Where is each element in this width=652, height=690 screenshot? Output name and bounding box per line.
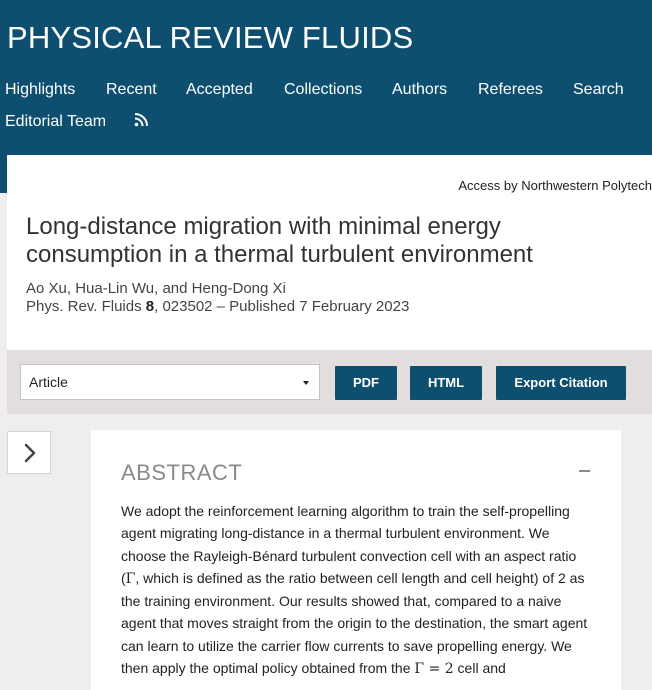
- abstract-text-part-2: , which is defined as the ratio between cell length and cell height) of 2 as the training environment. Our results showed that, compared to a naive agent that moves straight from the origin to the destination, the smart agent can learn to utilize the carrier flow currents to save propelling energy. We then apply the optimal policy obtained from the: [121, 569, 588, 677]
- collapse-icon[interactable]: [579, 470, 590, 472]
- article-header-card: [7, 155, 652, 350]
- abstract-section: [91, 430, 621, 690]
- citation-journal: Phys. Rev. Fluids: [26, 298, 142, 315]
- nav-recent[interactable]: Recent: [106, 81, 157, 98]
- nav-accepted[interactable]: Accepted: [186, 81, 253, 98]
- sidebar-toggle-button[interactable]: [7, 431, 51, 474]
- article-toolbar: [7, 350, 652, 414]
- chevron-right-icon: [8, 432, 52, 475]
- gamma-equation: Γ = 2: [414, 661, 454, 678]
- nav-authors[interactable]: Authors: [392, 81, 448, 98]
- abstract-text: [121, 500, 595, 680]
- access-notice: Access by Northwestern Polytech: [458, 178, 652, 193]
- export-citation-button[interactable]: Export Citation: [496, 366, 626, 400]
- section-select[interactable]: [20, 364, 320, 400]
- citation-pages-published: , 023502 – Published 7 February 2023: [154, 298, 410, 315]
- nav-editorial-team[interactable]: Editorial Team: [5, 113, 107, 130]
- abstract-text-part-3: cell and: [453, 660, 506, 677]
- html-button[interactable]: HTML: [410, 366, 482, 400]
- nav-highlights[interactable]: Highlights: [5, 81, 76, 98]
- nav-search[interactable]: Search: [573, 81, 624, 98]
- article-authors[interactable]: Ao Xu, Hua-Lin Wu, and Heng-Dong Xi: [26, 280, 286, 297]
- journal-title[interactable]: PHYSICAL REVIEW FLUIDS: [7, 20, 414, 55]
- section-select-value: Article: [29, 374, 68, 390]
- article-title: Long-distance migration with minimal energy consumption in a thermal turbulent environment: [26, 213, 533, 268]
- chevron-down-icon: [303, 381, 309, 385]
- abstract-heading: ABSTRACT: [121, 460, 243, 485]
- gamma-symbol: Γ: [125, 570, 136, 587]
- nav-referees[interactable]: Referees: [478, 81, 543, 98]
- article-citation: [26, 298, 409, 315]
- citation-volume: 8: [145, 298, 155, 315]
- abstract-text-part-1: We adopt the reinforcement learning algorithm to train the self-propelling agent migrating long-distance in a thermal turbulent environment. We choose the Rayleigh-Bénard turbulent convection cell with an aspect ratio (: [121, 503, 577, 586]
- pdf-button[interactable]: PDF: [335, 366, 397, 400]
- nav-collections[interactable]: Collections: [284, 81, 363, 98]
- rss-icon[interactable]: [134, 113, 148, 127]
